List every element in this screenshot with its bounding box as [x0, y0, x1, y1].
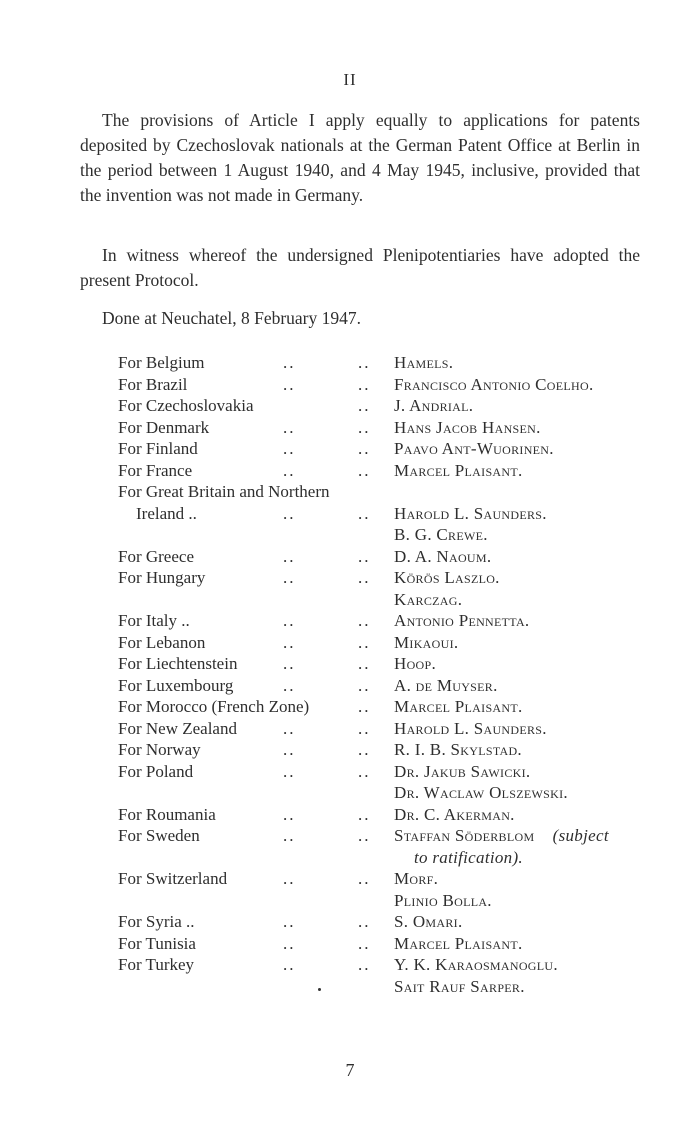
- country-label: For Czechoslovakia: [118, 396, 254, 415]
- country-label: For Finland: [118, 439, 198, 458]
- signer-name: A. de Muyser.: [394, 675, 498, 695]
- leader-dots: ..: [283, 804, 296, 824]
- leader-dots: ..: [358, 374, 371, 394]
- signature-row: [118, 567, 658, 589]
- leader-dots: ..: [358, 804, 371, 824]
- leader-dots: ..: [283, 675, 296, 695]
- signature-row: [118, 395, 658, 417]
- signer-name: Marcel Plaisant.: [394, 933, 523, 953]
- signature-row: [118, 718, 658, 740]
- leader-dots: ..: [283, 353, 296, 372]
- signature-row: [118, 460, 658, 482]
- leader-dots: ..: [358, 912, 371, 931]
- leader-dots: ..: [358, 546, 371, 566]
- leader-dots: ..: [358, 933, 371, 953]
- signature-row: [118, 933, 658, 955]
- leader-dots: ..: [358, 568, 371, 587]
- signature-row: [118, 374, 658, 396]
- signer-name: S. Omari.: [394, 912, 463, 931]
- signer-name: Körös Laszlo.: [394, 568, 500, 587]
- signature-row: [118, 825, 658, 847]
- leader-dots: ..: [283, 439, 296, 458]
- country-label: For Norway: [118, 740, 201, 759]
- signer-name: R. I. B. Skylstad.: [394, 740, 522, 759]
- leader-dots: ..: [358, 611, 371, 630]
- leader-dots: ..: [283, 568, 296, 587]
- signature-row: [118, 589, 658, 611]
- leader-dots: ..: [283, 417, 296, 437]
- leader-dots: ..: [358, 826, 371, 845]
- leader-dots: ..: [283, 869, 296, 888]
- signature-row: [118, 610, 658, 632]
- signature-row: [118, 739, 658, 761]
- leader-dots: ..: [283, 611, 296, 630]
- signature-row: [118, 847, 658, 869]
- signature-row: [118, 868, 658, 890]
- country-label: For Turkey: [118, 955, 195, 974]
- signer-name: B. G. Crewe.: [394, 525, 488, 544]
- leader-dots: ..: [358, 353, 371, 372]
- signature-row: [118, 804, 658, 826]
- country-label: For New Zealand: [118, 718, 237, 738]
- signer-name: Harold L. Saunders.: [394, 503, 547, 523]
- signer-name: Dr. Jakub Sawicki.: [394, 761, 531, 781]
- signature-row: [118, 890, 658, 912]
- signer-name: [394, 825, 609, 847]
- signer-note-continued: [414, 847, 523, 869]
- signer-name: Paavo Ant-Wuorinen.: [394, 439, 554, 458]
- signer-name: Marcel Plaisant.: [394, 460, 523, 480]
- leader-dots: ..: [283, 718, 296, 738]
- leader-dots: ..: [358, 396, 371, 415]
- country-label: For Liechtenstein: [118, 654, 238, 673]
- country-label: For Hungary: [118, 568, 206, 587]
- signer-name: Dr. C. Akerman.: [394, 804, 515, 824]
- signer-name: Dr. Waclaw Olszewski.: [394, 783, 568, 802]
- signature-row: [118, 696, 658, 718]
- leader-dots: ..: [358, 955, 371, 974]
- signer-name: Karczag.: [394, 589, 463, 609]
- country-label: For Belgium: [118, 353, 205, 372]
- country-label: For Brazil: [118, 374, 188, 394]
- signature-row: [118, 761, 658, 783]
- signature-row: [118, 481, 658, 503]
- signer-name: Morf.: [394, 869, 439, 888]
- leader-dots: ..: [358, 503, 371, 523]
- leader-dots: ..: [283, 374, 296, 394]
- country-label: For Roumania: [118, 804, 216, 824]
- country-label: For Italy ..: [118, 611, 190, 630]
- signer-name: Sait Rauf Sarper.: [394, 976, 525, 996]
- leader-dots: ..: [283, 933, 296, 953]
- country-label: For Lebanon: [118, 632, 206, 652]
- leader-dots: ..: [358, 654, 371, 673]
- signature-row: [118, 438, 658, 460]
- paragraph-provisions: The provisions of Article I apply equally to applications for patents deposited by Czechoslovak nationals at the German Patent Office at Berlin in the period between 1 August 1940, and 4 May 1945, inclusive, provided that the invention was not made in Germany.: [80, 110, 640, 205]
- signature-row: [118, 954, 658, 976]
- signature-row: [118, 976, 658, 998]
- signer-name: Hoop.: [394, 654, 437, 673]
- leader-dots: ..: [358, 740, 371, 759]
- leader-dots: ..: [358, 417, 371, 437]
- signature-row: [118, 503, 658, 525]
- leader-dots: ..: [283, 955, 296, 974]
- country-label: For Denmark: [118, 417, 210, 437]
- signer-name: Mikaoui.: [394, 632, 459, 652]
- section-number: II: [343, 70, 357, 89]
- signer-name: Hamels.: [394, 353, 454, 372]
- country-label: Ireland ..: [136, 503, 197, 523]
- signer-name: J. Andrial.: [394, 396, 474, 415]
- signature-row: [118, 546, 658, 568]
- paragraph-done-at: Done at Neuchatel, 8 February 1947.: [102, 308, 362, 328]
- signature-list: [118, 352, 658, 997]
- signer-name: Antonio Pennetta.: [394, 611, 530, 630]
- leader-dots: ..: [283, 912, 296, 931]
- ratification-note: (subject: [552, 826, 609, 845]
- leader-dots: ..: [358, 460, 371, 480]
- leader-dots: ..: [283, 826, 296, 845]
- signer-name: Y. K. Karaosmanoglu.: [394, 955, 558, 974]
- signer-name: Marcel Plaisant.: [394, 697, 523, 716]
- country-label: For Sweden: [118, 826, 200, 845]
- signature-row: [118, 352, 658, 374]
- leader-dots: ..: [283, 632, 296, 652]
- leader-dots: ..: [283, 546, 296, 566]
- signer-name: Harold L. Saunders.: [394, 718, 547, 738]
- country-label: For Great Britain and Northern: [118, 482, 330, 501]
- country-label: For Syria ..: [118, 912, 195, 931]
- leader-dots: ..: [358, 869, 371, 888]
- signer-name: D. A. Naoum.: [394, 546, 492, 566]
- leader-dots: ..: [358, 439, 371, 458]
- signature-row: [118, 675, 658, 697]
- signature-row: [118, 524, 658, 546]
- country-label: For France: [118, 460, 193, 480]
- country-label: For Switzerland: [118, 869, 228, 888]
- paragraph-witness: In witness whereof the undersigned Plenipotentiaries have adopted the present Protocol.: [80, 245, 640, 290]
- leader-dots: ..: [358, 697, 371, 716]
- signer-name: Francisco Antonio Coelho.: [394, 374, 594, 394]
- leader-dots: ..: [283, 503, 296, 523]
- leader-dots: ..: [283, 460, 296, 480]
- leader-dots: ..: [283, 761, 296, 781]
- signature-row: [118, 782, 658, 804]
- signer-name: Hans Jacob Hansen.: [394, 417, 541, 437]
- country-label: For Poland: [118, 761, 194, 781]
- signature-row: [118, 417, 658, 439]
- leader-dots: ..: [283, 654, 296, 673]
- ratification-note: to ratification).: [414, 847, 523, 867]
- signature-row: [118, 911, 658, 933]
- signer-name-text: Staffan Söderblom: [394, 826, 535, 845]
- leader-dots: ..: [358, 718, 371, 738]
- country-label: For Tunisia: [118, 933, 196, 953]
- signer-name: Plinio Bolla.: [394, 890, 492, 910]
- signature-row: [118, 632, 658, 654]
- signature-row: [118, 653, 658, 675]
- leader-dots: ..: [358, 632, 371, 652]
- country-label: For Greece: [118, 546, 194, 566]
- country-label: For Morocco (French Zone): [118, 697, 310, 716]
- leader-dots: ..: [358, 761, 371, 781]
- ink-speck: [318, 988, 321, 991]
- page-number: 7: [345, 1060, 355, 1080]
- leader-dots: ..: [358, 675, 371, 695]
- leader-dots: ..: [283, 740, 296, 759]
- country-label: For Luxembourg: [118, 675, 234, 695]
